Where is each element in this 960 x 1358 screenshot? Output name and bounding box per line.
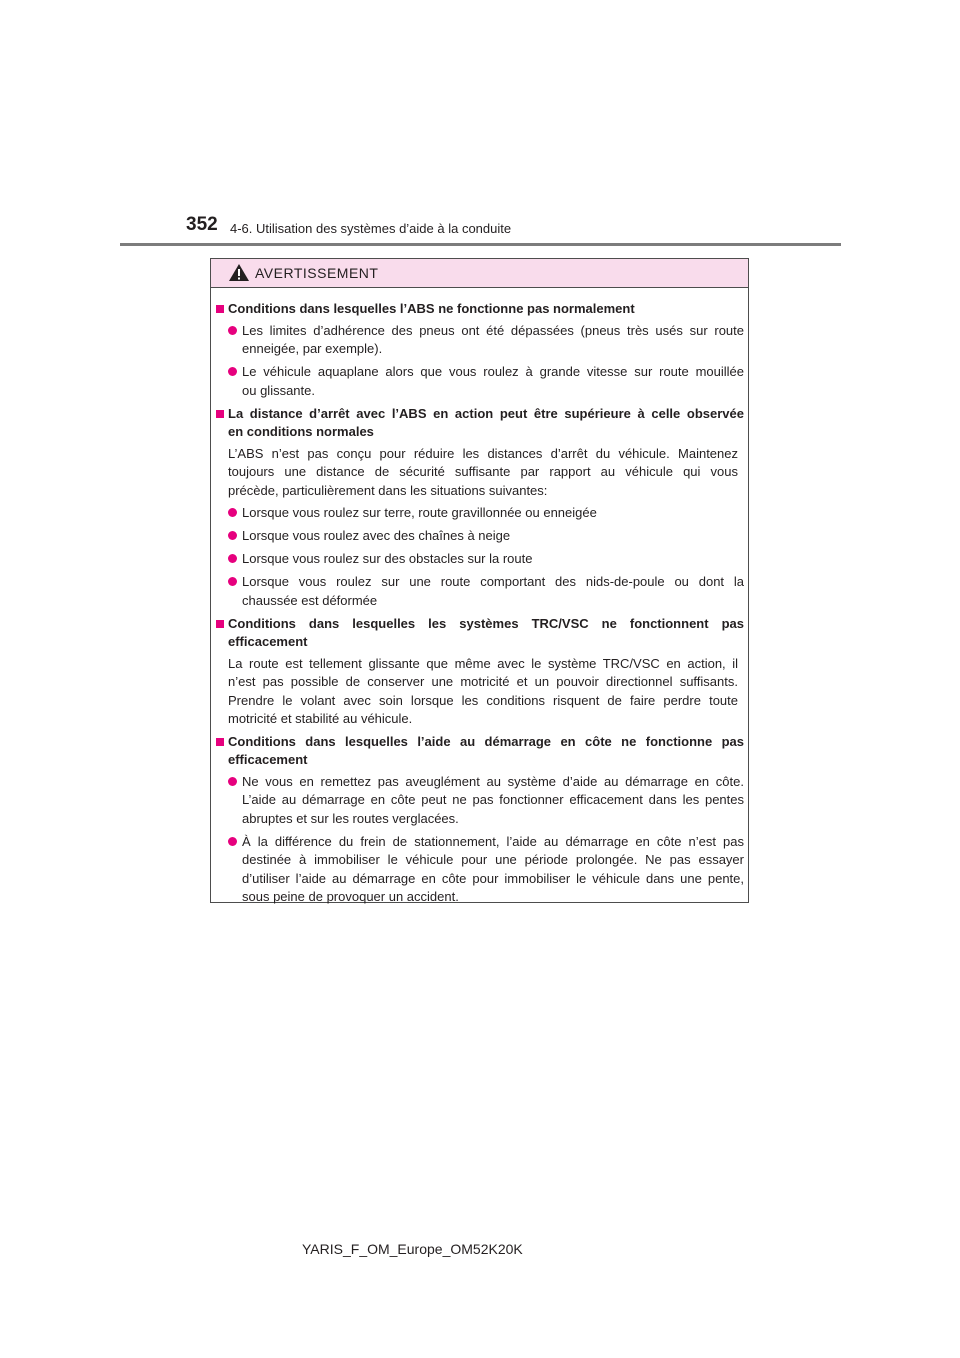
text-line: Lorsque vous roulez sur terre, route gravillonnée ou enneigée (242, 505, 597, 520)
text-line: sous peine de provoquer un accident. (242, 889, 459, 904)
section-heading-line: efficacement (228, 634, 308, 649)
text-line: Les limites d’adhérence des pneus ont été dépassées (pneus très usés sur route (242, 322, 744, 338)
text-line: abruptes et sur les routes verglacées. (242, 810, 459, 826)
text-line: destinée à immobiliser le véhicule pour une période prolongée. Ne pas essayer (242, 852, 744, 867)
section-square-icon (216, 738, 224, 746)
section-square-icon (216, 410, 224, 418)
bullet-dot-icon (228, 367, 237, 376)
bullet-dot-icon (228, 777, 237, 786)
section-heading-line: Conditions dans lesquelles les systèmes TRC/VSC ne fonctionnent pas (228, 615, 744, 631)
warning-header (211, 259, 748, 288)
text-line: enneigée, par exemple). (242, 341, 383, 356)
text-line: À la différence du frein de stationnement, l’aide au démarrage en côte n’est pas (242, 833, 744, 849)
text-line: ou glissante. (242, 382, 315, 398)
text-line: L’aide au démarrage en côte peut ne pas fonctionner efficacement dans les pentes (242, 792, 744, 807)
text-line: n’est pas possible de conserver une motricité et un pouvoir directionnel suffisants. (228, 674, 738, 689)
warning-box (210, 258, 749, 903)
bullet-dot-icon (228, 837, 237, 846)
text-line: L’ABS n’est pas conçu pour réduire les distances d’arrêt du véhicule. Maintenez (228, 445, 738, 461)
section-square-icon (216, 305, 224, 313)
bullet-dot-icon (228, 577, 237, 586)
bullet-dot-icon (228, 326, 237, 335)
section-square-icon (216, 620, 224, 628)
section-title: 4-6. Utilisation des systèmes d’aide à la conduite (230, 221, 512, 236)
text-line: précède, particulièrement dans les situations suivantes: (228, 482, 548, 498)
page-number: 352 (186, 214, 218, 235)
text-line: motricité et stabilité au véhicule. (228, 711, 413, 726)
bullet-dot-icon (228, 554, 237, 563)
text-line: La route est tellement glissante que même avec le système TRC/VSC en action, il (228, 655, 738, 671)
bullet-dot-icon (228, 508, 237, 517)
header-rule (120, 243, 841, 246)
text-line: d’utiliser l’aide au démarrage en côte pour immobiliser le véhicule dans une pente, (242, 870, 744, 886)
text-line: Le véhicule aquaplane alors que vous roulez à grande vitesse sur route mouillée (242, 364, 744, 379)
section-heading-line: en conditions normales (228, 424, 374, 439)
footer-doc-code: YARIS_F_OM_Europe_OM52K20K (302, 1241, 523, 1257)
text-line: Lorsque vous roulez sur des obstacles sur la route (242, 551, 533, 566)
bullet-dot-icon (228, 531, 237, 540)
warning-icon (228, 263, 250, 282)
warning-title: AVERTISSEMENT (255, 265, 379, 281)
text-line: Ne vous en remettez pas aveuglément au système d’aide au démarrage en côte. (242, 773, 744, 789)
section-heading-line: La distance d’arrêt avec l’ABS en action peut être supérieure à celle observée (228, 405, 744, 421)
section-heading-line: Conditions dans lesquelles l’aide au démarrage en côte ne fonctionne pas (228, 733, 744, 749)
text-line: Lorsque vous roulez sur une route comportant des nids-de-poule ou dont la (242, 574, 744, 589)
section-heading-line: efficacement (228, 752, 308, 767)
text-line: Lorsque vous roulez avec des chaînes à neige (242, 528, 511, 543)
text-line: Prendre le volant avec soin lorsque les conditions risquent de faire perdre toute (228, 692, 738, 708)
text-line: chaussée est déformée (242, 592, 378, 608)
text-line: toujours une distance de sécurité suffisante par rapport au véhicule qui vous (228, 464, 738, 479)
section-heading-line: Conditions dans lesquelles l’ABS ne fonctionne pas normalement (228, 301, 635, 316)
